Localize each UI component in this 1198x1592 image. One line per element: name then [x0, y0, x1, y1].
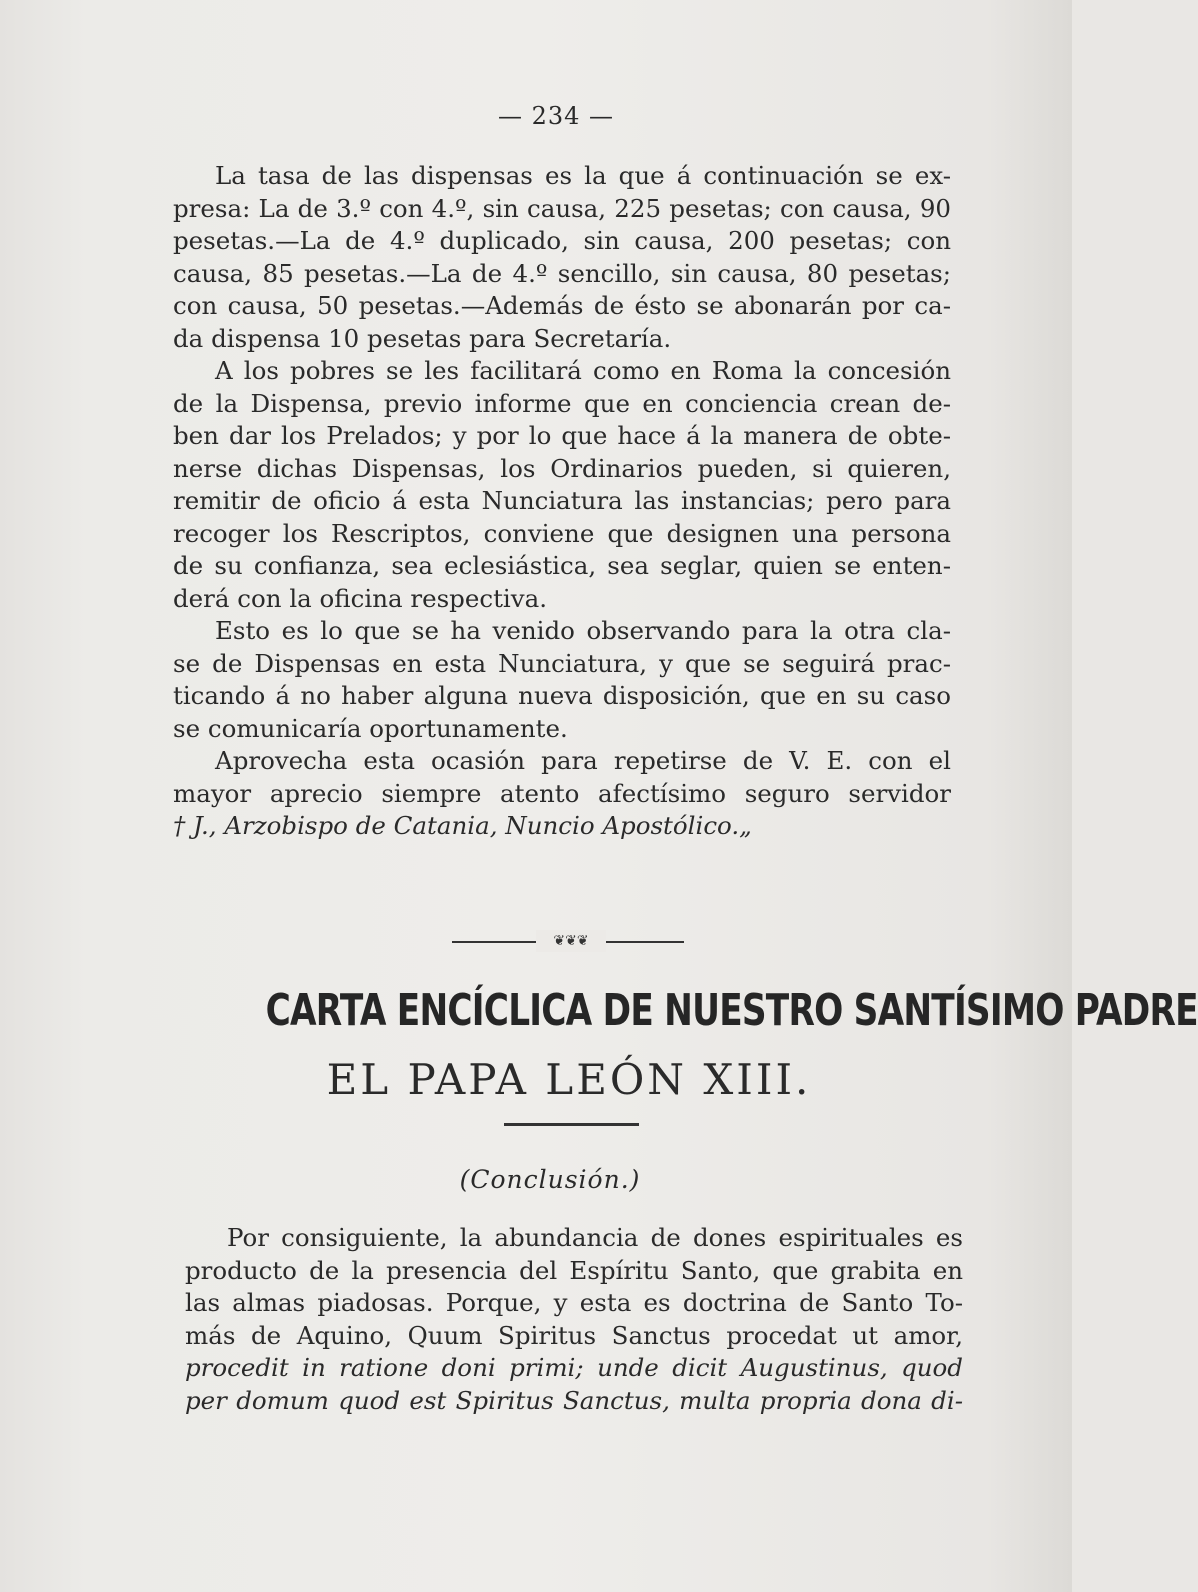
- text-line: producto de la presencia del Espíritu Santo, que grabita en: [185, 1255, 963, 1285]
- text-line: pesetas.—La de 4.º duplicado, sin causa, 200 pesetas; con: [173, 226, 951, 255]
- ornament-icon: ❦❦❦: [536, 930, 606, 952]
- text-line: da dispensa 10 pesetas para Secretaría.: [173, 323, 672, 353]
- text-line: La tasa de las dispensas es la que á continuación se ex-: [215, 161, 951, 190]
- text-line: Esto es lo que se ha venido observando para la otra cla-: [215, 616, 951, 645]
- text-line: causa, 85 pesetas.—La de 4.º sencillo, sin causa, 80 pesetas;: [173, 258, 951, 288]
- page-number: — 234 —: [497, 102, 615, 130]
- text-line: con causa, 50 pesetas.—Además de ésto se abonarán por ca-: [173, 291, 951, 320]
- heading-rule: [504, 1123, 639, 1126]
- text-line: derá con la oficina respectiva.: [173, 583, 547, 613]
- encyclical-subheading: EL PAPA LEÓN XIII.: [326, 1055, 812, 1104]
- text-line: presa: La de 3.º con 4.º, sin causa, 225 pesetas; con causa, 90: [173, 193, 951, 223]
- text-line: recoger los Rescriptos, conviene que designen una persona: [173, 518, 951, 548]
- text-line: se de Dispensas en esta Nunciatura, y que se seguirá prac-: [173, 648, 951, 678]
- text-line: per domum quod est Spiritus Sanctus, multa propria dona di-: [185, 1385, 963, 1415]
- text-line: de su confianza, sea eclesiástica, sea seglar, quien se enten-: [173, 551, 951, 580]
- text-line: se comunicaría oportunamente.: [173, 713, 568, 743]
- text-line: remitir de oficio á esta Nunciatura las instancias; pero para: [173, 486, 951, 515]
- text-line: mayor aprecio siempre atento afectísimo seguro servidor: [173, 778, 951, 808]
- text-line: procedit in ratione doni primi; unde dicit Augustinus, quod: [185, 1353, 963, 1382]
- text-line: A los pobres se les facilitará como en Roma la concesión: [215, 356, 951, 385]
- text-line: de la Dispensa, previo informe que en conciencia crean de-: [173, 388, 951, 418]
- encyclical-heading: CARTA ENCÍCLICA DE NUESTRO SANTÍSIMO PADRE: [265, 985, 1198, 1036]
- text-line: ben dar los Prelados; y por lo que hace á la manera de obte-: [173, 421, 951, 450]
- text-line: Aprovecha esta ocasión para repetirse de V. E. con el: [215, 746, 951, 775]
- signature-line: † J., Arzobispo de Catania, Nuncio Apostólico.„: [173, 811, 752, 840]
- text-line: ticando á no haber alguna nueva disposición, que en su caso: [173, 681, 951, 710]
- text-line: más de Aquino, Quum Spiritus Sanctus procedat ut amor,: [185, 1320, 963, 1350]
- text-line: Por consiguiente, la abundancia de dones espirituales es: [227, 1223, 963, 1252]
- text-line: nerse dichas Dispensas, los Ordinarios pueden, si quieren,: [173, 453, 951, 483]
- text-block-dispensas: [173, 160, 951, 843]
- conclusion-subtitle: (Conclusión.): [459, 1165, 641, 1194]
- text-block-encyclical: [185, 1222, 963, 1417]
- text-line: las almas piadosas. Porque, y esta es doctrina de Santo To-: [185, 1288, 963, 1317]
